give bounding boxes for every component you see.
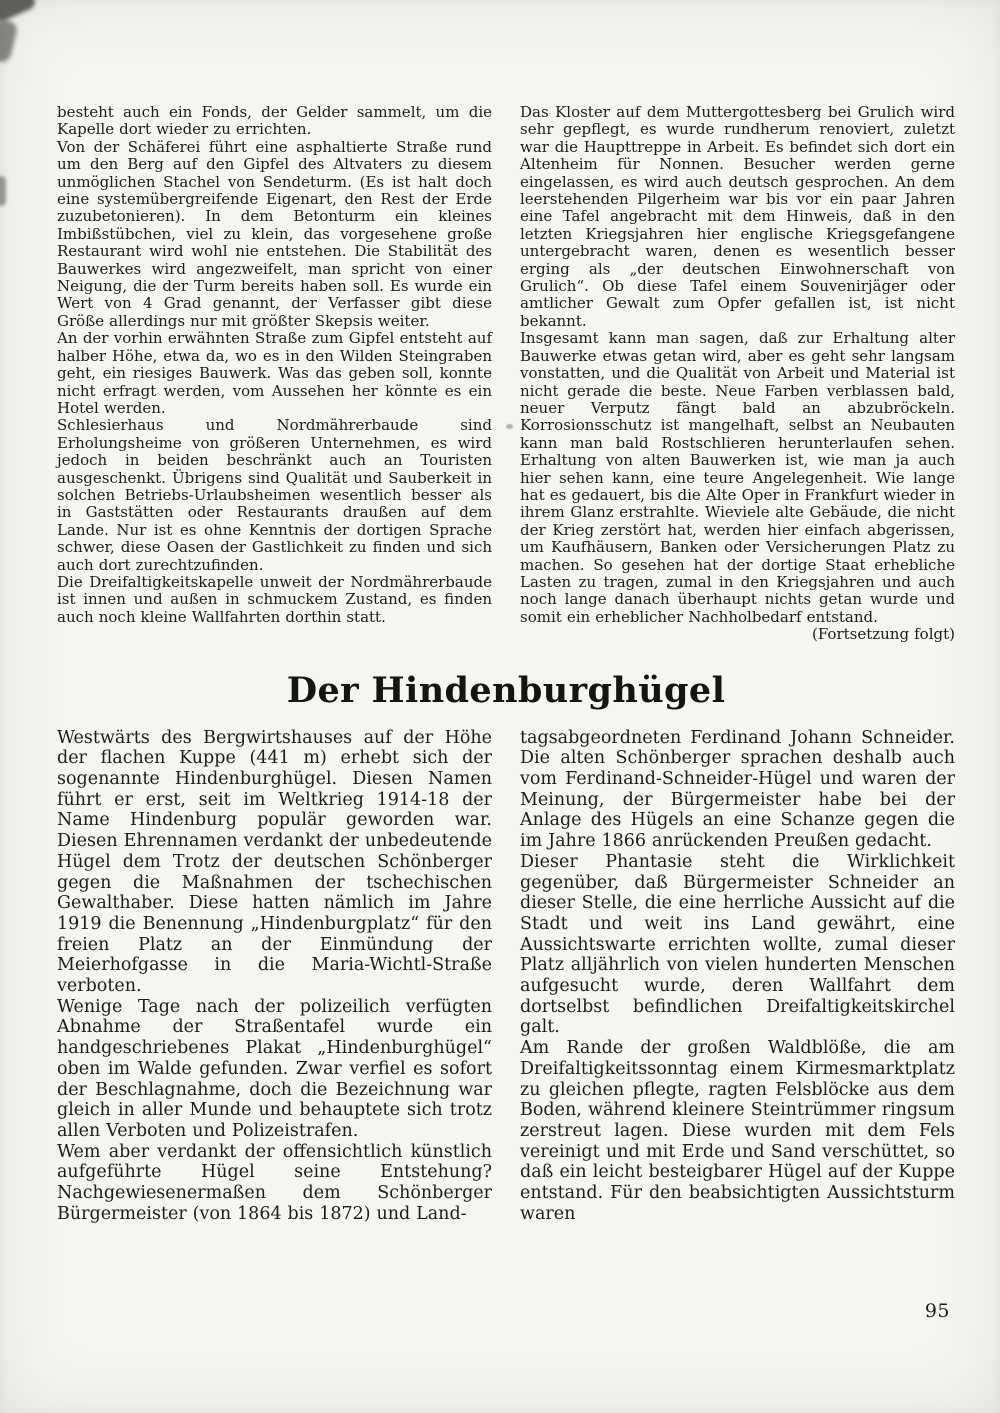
page-content [57,104,955,1224]
paragraph: tagsabgeordneten Ferdinand Johann Schneider. Die alten Schönberger sprachen deshalb auch vom Ferdinand-Schneider-Hügel und waren der Meinung, der Bürgermeister habe bei der Anlage des Hügels an eine Schanze gegen die im Jahre 1866 anrückenden Preußen gedacht. [520,727,955,852]
scan-artifact [0,0,37,24]
paragraph [520,329,955,644]
continuation-note: (Fortsetzung folgt) [811,625,955,644]
paragraph: Dieser Phantasie steht die Wirklichkeit gegenüber, daß Bürgermeister Schneider an dieser Stelle, die eine herrliche Aussicht auf die Stadt und weit ins Land gewährt, eine Aussichtswarte errichten wollte, zumal dieser Platz alljährlich von vielen hunderten Menschen aufgesucht wurde, deren Wallfahrt dem dortselbst befindlichen Dreifaltigkeitskirchel galt. [520,851,955,1038]
bottom-right-column [520,728,955,1225]
page-number: 95 [924,1300,950,1322]
scan-artifact [0,176,6,206]
paragraph: Das Kloster auf dem Muttergottesberg bei Grulich wird sehr gepflegt, es wurde rundherum renoviert, zuletzt war die Haupttreppe in Arbeit. Es befindet sich dort ein Altenheim für Nonnen. Besucher werden gerne eingelassen, es wird auch deutsch gesprochen. An dem leerstehenden Pilgerheim war bis vor ein paar Jahren eine Tafel angebracht mit dem Hinweis, daß in den letzten Kriegsjahren hier englische Kriegsgefangene untergebracht waren, denen es wesentlich besser erging als „der deutschen Einwohnerschaft von Grulich“. Ob diese Tafel einem Souvenirjäger oder amtlicher Gewalt zum Opfer gefallen ist, ist nicht bekannt. [520,103,955,330]
paragraph: Wenige Tage nach der polizeilich verfügten Abnahme der Straßentafel wurde ein handgeschriebenes Plakat „Hindenburghügel“ oben im Walde gefunden. Zwar verfiel es sofort der Beschlagnahme, doch die Bezeichnung war gleich in aller Munde und behauptete sich trotz allen Verboten und Polizeistrafen. [57,996,492,1141]
paragraph: Am Rande der großen Waldblöße, die am Dreifaltigkeitssonntag einem Kirmesmarktplatz zu gleichen pflegte, ragten Felsblöcke aus dem Boden, während kleinere Steintrümmer ringsum zerstreut lagen. Diese wurden mit dem Fels vereinigt und mit Erde und Sand verschüttet, so daß ein leicht besteigbarer Hügel auf der Kuppe entstand. Für den beabsichtigten Aussichtsturm waren [520,1038,955,1224]
bottom-left-column [57,728,492,1225]
paragraph: An der vorhin erwähnten Straße zum Gipfel entsteht auf halber Höhe, etwa da, wo es in den Wilden Steingraben geht, ein riesiges Bauwerk. Was das geben soll, konnte nicht erfragt werden, vom Aussehen her könnte es ein Hotel werden. [57,329,492,417]
article-body-section [57,728,955,1225]
article-continuation-section [57,104,955,644]
top-right-column [520,104,955,644]
paragraph: Von der Schäferei führt eine asphaltierte Straße rund um den Berg auf den Gipfel des Altvaters zu diesem unmöglichen Stachel von Sendeturm. (Es ist halt doch eine systemübergreifende Eigenart, den Rest der Erde zuzubetonieren). In dem Betonturm ein kleines Imbißstübchen, viel zu klein, das vorgesehene große Restaurant wird wohl nie entstehen. Die Stabilität des Bauwerkes wird angezweifelt, man spricht von einer Neigung, die der Turm bereits haben soll. Es wurde ein Wert von 4 Grad genannt, der Verfasser gibt diese Größe allerdings nur mit größter Skepsis weiter. [57,137,492,330]
paragraph: besteht auch ein Fonds, der Gelder sammelt, um die Kapelle dort wieder zu errichten. [57,103,492,139]
paragraph: Die Dreifaltigkeitskapelle unweit der Nordmährerbaude ist innen und außen in schmuckem Zustand, es finden auch noch kleine Wallfahrten dorthin statt. [57,572,492,626]
paragraph: Schlesierhaus und Nordmährerbaude sind Erholungsheime von größeren Unternehmen, es wird jedoch in beiden beschränkt auch an Touristen ausgeschenkt. Übrigens sind Qualität und Sauberkeit in solchen Betriebs-Urlaubsheimen wesentlich besser als in Gaststätten oder Restaurants draußen auf dem Lande. Nur ist es ohne Kenntnis der dortigen Sprache schwer, diese Oasen der Gastlichkeit zu finden und sich auch dort zurechtzufinden. [57,416,492,574]
paragraph: Wem aber verdankt der offensichtlich künstlich aufgeführte Hügel seine Entstehung? Nachgewiesenermaßen dem Schönberger Bürgermeister (von 1864 bis 1872) und Land- [57,1141,492,1224]
top-left-column [57,104,492,644]
paragraph: Westwärts des Bergwirtshauses auf der Höhe der flachen Kuppe (441 m) erhebt sich der sogenannte Hindenburghügel. Diesen Namen führt er erst, seit im Weltkrieg 1914-18 der Name Hindenburg populär geworden war. Diesen Ehrennamen verdankt der unbedeutende Hügel dem Trotz der deutschen Schönberger gegen die Maßnahmen der tschechischen Gewalthaber. Diese hatten nämlich im Jahre 1919 die Benennung „Hindenburgplatz“ für den freien Platz an der Einmündung der Meierhofgasse in die Maria-Wichtl-Straße verboten. [57,727,492,997]
article-heading: Der Hindenburghügel [286,669,726,711]
paragraph-text: Insgesamt kann man sagen, daß zur Erhaltung alter Bauwerke etwas getan wird, aber es geht sehr langsam vonstatten, und die Qualität von Arbeit und Material ist nicht gerade die beste. Neue Farben verblassen bald, neuer Verputz fängt bald an abzubröckeln. Korrosionsschutz ist mangelhaft, selbst an Neubauten kann man bald Rostschlieren herunterlaufen sehen. Erhaltung von alten Bauwerken ist, wie man ja auch hier sehen kann, eine teure Angelegenheit. Wie lange hat es gedauert, bis die Alte Oper in Frankfurt wieder in ihrem Glanz erstrahlte. Wieviele alte Gebäude, die nicht der Krieg zerstört hat, werden hier einfach abgerissen, um Kaufhäusern, Banken oder Versicherungen Platz zu machen. So gesehen hat der dortige Staat erhebliche Lasten zu tragen, zumal in den Kriegsjahren und auch noch lange danach überhaupt nichts getan wurde und somit ein erheblicher Nachholbedarf entstand. [520,329,955,626]
scan-artifact [0,18,19,64]
